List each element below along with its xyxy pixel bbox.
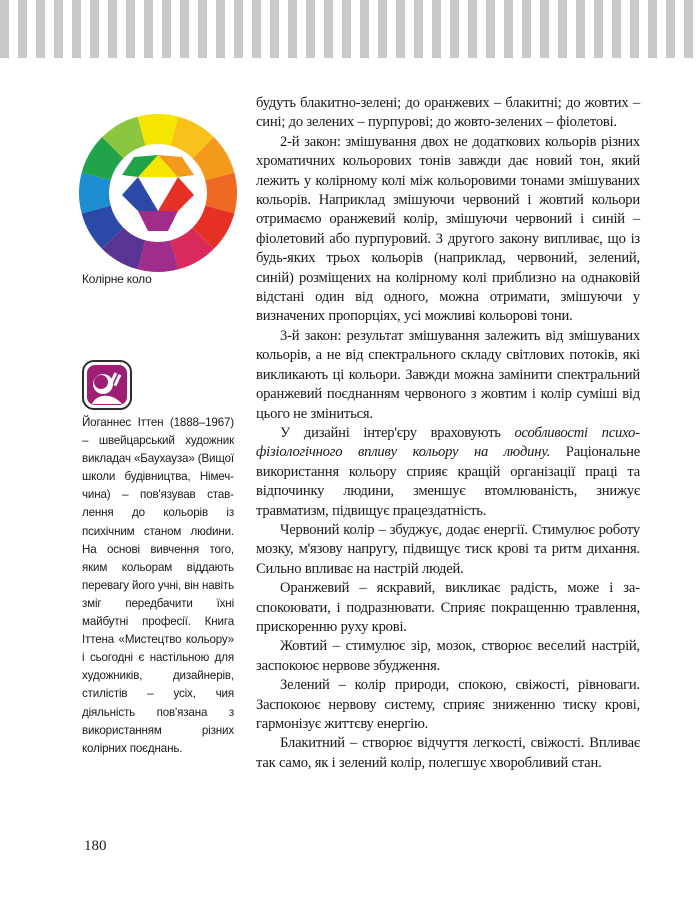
paragraph-orange: Оранжевий – яскравий, викликає радість, може і заспокоювати, і подразнювати. Сприяє покращенню травлення, прискоренню руху крові. bbox=[256, 580, 640, 635]
paragraph-second-law: 2-й закон: змішування двох не додаткових кольорів різних хроматичних кольорових тонів завжди дає новий тон, який лежить у колірному колі між кольоровими тонами змішуваних кольорів. Наприклад змішуючи червоний і жовтий кольори отримаємо оранжевий колір, змішуючи червоний і синій – фіолетовий або пурпуровий. З другого закону випливає, що із будь-яких трьох кольорів (наприклад, червоний, зелений, синій) розміщених на колірному колі приблизно на однаковій відстані один від одного, можна отримати, змішуючи у визначених пропорціях, усі можливі кольорові тони. bbox=[256, 133, 640, 325]
top-stripe-border bbox=[0, 0, 700, 58]
page-number: 180 bbox=[84, 838, 107, 854]
paragraph-interior-design bbox=[256, 424, 640, 521]
paragraph-red: Червоний колір – збуджує, додає енергії. Стимулює роботу мозку, м'язову напругу, підвищує тиск крові та ритм дихання. Сильно впливає на настрій людей. bbox=[256, 521, 640, 577]
paragraph: будуть блакитно-зелені; до оранжевих – блакитні; до жовтих – сині; до зелених – пурпурові; до жовто-зелених – фіолетові. bbox=[256, 95, 640, 131]
itten-biography: Йоганнес Іттен (1888–1967) – швейцарський художник викладач «Баухауза» (Вищої школи будівництва, Німеччина) – пов'язував ставлення до кольорів із психічним станом люdини. На основі вивчення того, яким кольорам віддають перевагу його учні, він навіть зміг передбачити їхні майбутні професії. Книга Іттена «Мистецтво кольору» і сьогодні є настільною для художників, дизайнерів, стилістів – усіх, чия діяльність пов'язана з використанням різних колірних поєднань. bbox=[82, 416, 234, 755]
main-text-column bbox=[256, 94, 640, 773]
paragraph-third-law: 3-й закон: результат змішування залежить від змішуваних кольорів, а не від спектрального складу світлових потоків, які викликають ці кольори. Завжди можна замінити спектральний оранжевий поєднанням червоного з жовтим і колір суміші від цього не зміниться. bbox=[256, 327, 640, 422]
paragraph-green: Зелений – колір природи, спокою, свіжості, рівноваги. Заспокоює нервову систему, сприяє зниженню тиску крові, гармонізує життєву енергію. bbox=[256, 677, 640, 732]
paragraph-text: Раціональне використання кольору сприяє кращій організації праці та відпочинку людини, зменшує втомлюваність, знижує травматизм, підвищує працездатність. bbox=[256, 444, 640, 519]
color-wheel-illustration bbox=[78, 113, 238, 273]
itten-portrait-icon bbox=[82, 360, 132, 410]
paragraph-light-blue: Блакитний – створює відчуття легкості, свіжості. Впливає так само, як і зелений колір, полегшує хворобливий стан. bbox=[256, 735, 640, 771]
paragraph-text: У дизайні інтер'єру враховують bbox=[280, 424, 515, 441]
paragraph-yellow: Жовтий – стимулює зір, мозок, створює веселий настрій, заспокоює нервове збудження. bbox=[256, 638, 640, 674]
paragraph-italic-text: особливості психофізіологічного впливу кольору на людину. bbox=[256, 424, 640, 461]
figure-caption: Колірне коло bbox=[82, 272, 152, 286]
